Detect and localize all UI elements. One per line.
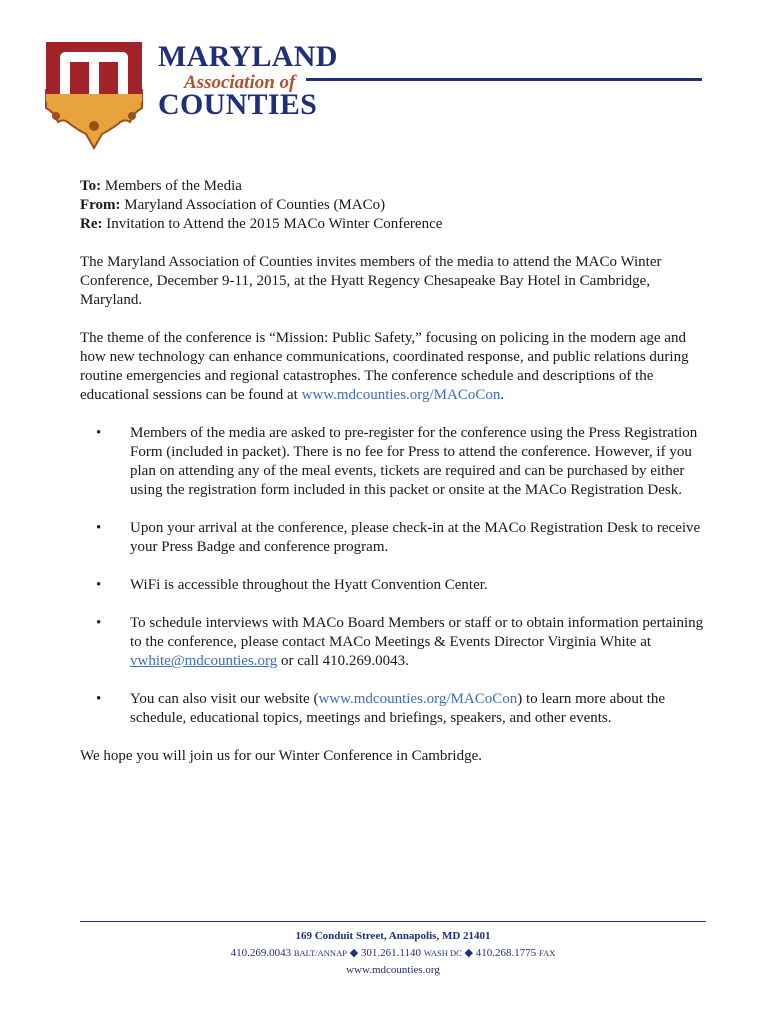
bullet-interviews — [80, 614, 706, 671]
bullet-preregister-text: Members of the media are asked to pre-register for the conference using the Press Registration Form (included in packet). There is no fee for Press to attend the conference. However, if you plan on attending any of the meal events, tickets are required and can be purchased by either using the registration form included in this packet or onsite at the MACo Registration Desk. — [130, 425, 698, 498]
logo-association-of: Association of — [184, 72, 296, 93]
bullet-interviews-text: To schedule interviews with MACo Board Members or staff or to obtain information pertaining to the conference, please contact MACo Meetings & Events Director Virginia White at — [130, 615, 704, 650]
maco-logo — [34, 38, 338, 150]
footer — [80, 928, 706, 979]
closing-line: We hope you will join us for our Winter Conference in Cambridge. — [80, 748, 482, 764]
bullet-dot-icon: • — [96, 425, 102, 441]
diamond-icon: ◆ — [346, 947, 361, 959]
logo-counties: COUNTIES — [158, 88, 318, 121]
footer-phone-balt-label: BALT/ANNAP — [293, 948, 347, 958]
footer-rule — [80, 921, 706, 922]
memo-to — [80, 177, 706, 196]
memo-re-value: Invitation to Attend the 2015 MACo Winter Conference — [102, 216, 443, 232]
maco-shield-logo-icon — [34, 38, 154, 150]
bullet-dot-icon: • — [96, 691, 102, 707]
paragraph-invitation: The Maryland Association of Counties invites members of the media to attend the MACo Winter Conference, December 9-11, 2015, at the Hyatt Regency Chesapeake Bay Hotel in Cambridge, Maryland. — [80, 254, 662, 308]
memo-from — [80, 196, 706, 215]
bullet-dot-icon: • — [96, 577, 102, 593]
bullet-wifi — [80, 576, 706, 595]
website-link[interactable]: www.mdcounties.org/MACoCon — [318, 691, 518, 707]
logo-maryland: MARYLAND — [158, 40, 338, 73]
memo-re-label: Re: — [80, 216, 103, 232]
memo-from-value: Maryland Association of Counties (MACo) — [120, 197, 386, 213]
bullet-dot-icon: • — [96, 520, 102, 536]
memo-re — [80, 215, 706, 234]
bullet-preregister — [80, 424, 706, 500]
footer-website[interactable]: www.mdcounties.org — [346, 964, 440, 976]
footer-phone-dc-label: WASH DC — [423, 948, 462, 958]
footer-phones — [80, 945, 706, 962]
bullet-website-end: ) to learn more about the schedule, educational topics, meetings and briefings, speakers, and other events. — [130, 691, 666, 726]
bullet-website-text: You can also visit our website ( — [130, 691, 319, 707]
memo-to-label: To: — [80, 178, 102, 194]
bullet-dot-icon: • — [96, 615, 102, 631]
memo-from-label: From: — [80, 197, 121, 213]
bullet-wifi-text: WiFi is accessible throughout the Hyatt Convention Center. — [130, 577, 488, 593]
footer-address: 169 Conduit Street, Annapolis, MD 21401 — [295, 930, 491, 942]
footer-fax: 410.268.1775 — [475, 947, 539, 959]
footer-fax-label: FAX — [539, 948, 556, 958]
footer-phone-balt: 410.269.0043 — [230, 947, 294, 959]
paragraph-theme — [80, 329, 706, 405]
email-link[interactable]: vwhite@mdcounties.org — [130, 653, 278, 669]
bullet-checkin — [80, 519, 706, 557]
bullet-interviews-end: or call 410.269.0043. — [277, 653, 409, 669]
macocon-link[interactable]: www.mdcounties.org/MACoCon — [301, 387, 501, 403]
bullet-website — [80, 690, 706, 728]
info-bullet-list — [80, 424, 706, 728]
paragraph-theme-end: . — [500, 387, 505, 403]
letter-body — [80, 177, 706, 766]
footer-phone-dc: 301.261.1140 — [360, 947, 424, 959]
bullet-checkin-text: Upon your arrival at the conference, please check-in at the MACo Registration Desk to receive your Press Badge and conference program. — [130, 520, 701, 555]
diamond-icon: ◆ — [461, 947, 476, 959]
paragraph-theme-text: The theme of the conference is “Mission: Public Safety,” focusing on policing in the modern age and how new technology can enhance communications, coordinated response, and public relations during routine emergencies and regional catastrophes. The conference schedule and descriptions of the educational sessions can be found at — [80, 330, 689, 403]
memo-to-value: Members of the Media — [101, 178, 242, 194]
header-rule — [306, 78, 702, 81]
